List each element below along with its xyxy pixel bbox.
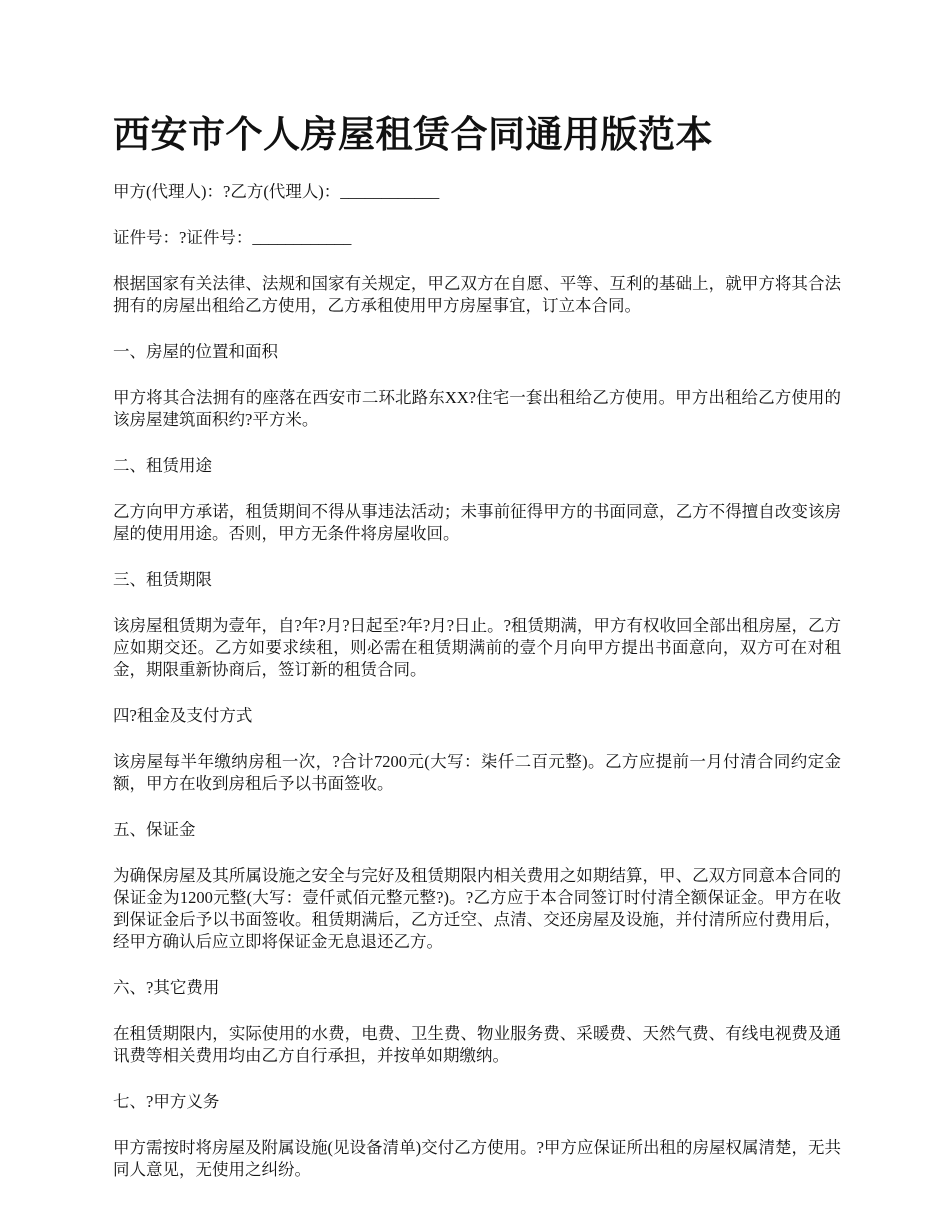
section-body-rent: 该房屋每半年缴纳房租一次，?合计7200元(大写：柒仟二百元整)。乙方应提前一月付清合同约定金额，甲方在收到房租后予以书面签收。 (113, 752, 841, 793)
section-body-other-fees: 在租赁期限内，实际使用的水费，电费、卫生费、物业服务费、采暖费、天然气费、有线电视费及通讯费等相关费用均由乙方自行承担，并按单如期缴纳。 (113, 1024, 841, 1065)
section-body-party-a-duties: 甲方需按时将房屋及附属设施(见设备清单)交付乙方使用。?甲方应保证所出租的房屋权属清楚，无共同人意见，无使用之纠纷。 (113, 1138, 841, 1179)
section-heading-usage: 二、租赁用途 (113, 456, 212, 475)
section-heading-other-fees: 六、?其它费用 (113, 978, 220, 997)
section-heading-term: 三、租赁期限 (113, 570, 212, 589)
section-body-usage: 乙方向甲方承诺，租赁期间不得从事违法活动；未事前征得甲方的书面同意，乙方不得擅自改变该房屋的使用用途。否则，甲方无条件将房屋收回。 (113, 502, 841, 543)
section-heading-rent: 四?租金及支付方式 (113, 706, 253, 725)
section-body-term: 该房屋租赁期为壹年，自?年?月?日起至?年?月?日止。?租赁期满，甲方有权收回全部出租房屋，乙方应如期交还。乙方如要求续租，则必需在租赁期满前的壹个月向甲方提出书面意向，双方可在对租金，期限重新协商后，签订新的租赁合同。 (113, 616, 841, 679)
id-number-line: 证件号：?证件号：____________ (113, 228, 352, 247)
preamble-paragraph: 根据国家有关法律、法规和国家有关规定，甲乙双方在自愿、平等、互利的基础上，就甲方将其合法拥有的房屋出租给乙方使用，乙方承租使用甲方房屋事宜，订立本合同。 (113, 274, 841, 315)
document-title: 西安市个人房屋租赁合同通用版范本 (113, 115, 713, 156)
section-body-deposit: 为确保房屋及其所属设施之安全与完好及租赁期限内相关费用之如期结算，甲、乙双方同意本合同的保证金为1200元整(大写：壹仟贰佰元整元整?)。?乙方应于本合同签订时付清全额保证金。甲方在收到保证金后予以书面签收。租赁期满后，乙方迁空、点清、交还房屋及设施，并付清所应付费用后，经甲方确认后应立即将保证金无息退还乙方。 (113, 866, 841, 951)
section-heading-party-a-duties: 七、?甲方义务 (113, 1092, 220, 1111)
document-page (113, 112, 841, 1205)
section-heading-deposit: 五、保证金 (113, 820, 196, 839)
party-names-line: 甲方(代理人)：?乙方(代理人)：____________ (113, 182, 440, 201)
section-body-location: 甲方将其合法拥有的座落在西安市二环北路东XX?住宅一套出租给乙方使用。甲方出租给乙方使用的该房屋建筑面积约?平方米。 (113, 388, 841, 429)
section-heading-location: 一、房屋的位置和面积 (113, 342, 278, 361)
